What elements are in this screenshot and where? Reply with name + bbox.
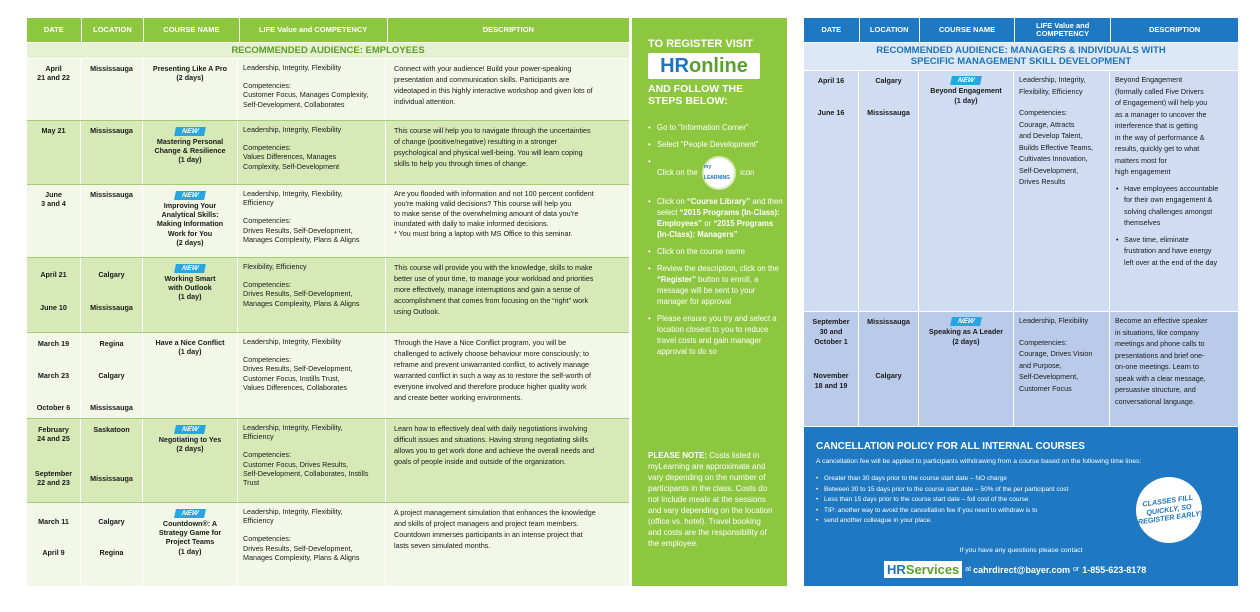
course-cell: [143, 121, 238, 184]
location-cell: [859, 71, 919, 311]
description-cell: [386, 419, 629, 502]
bullet-line: left over at the end of the day: [1124, 257, 1218, 267]
date-cell: [804, 71, 859, 311]
location-cell: [81, 503, 143, 586]
table-row: [27, 333, 629, 419]
course-name: Change & Resilience: [154, 146, 226, 156]
location-cell: [81, 59, 143, 120]
date-text: April 9: [42, 548, 65, 557]
date-text: September: [34, 469, 73, 478]
description-line: Through the Have a Nice Conflict program, you will be: [394, 338, 567, 347]
competencies-text: Self-Development, Collaborates: [243, 99, 345, 109]
life-cell: [1014, 312, 1110, 426]
step-text: and then select: [657, 197, 783, 217]
course-cell: [919, 312, 1014, 426]
date-text: 21 and 22: [37, 73, 70, 82]
date-text: February: [38, 425, 69, 434]
life-cell: [238, 185, 386, 257]
description-line: videotaped in this highly interactive workshop and given lots of: [394, 86, 593, 95]
location-cell: [81, 185, 143, 257]
new-badge: NEW: [950, 317, 982, 326]
life-values: Leadership, Integrity, Flexibility,: [243, 189, 343, 198]
description-line: meetings and phone calls to: [1115, 339, 1205, 348]
description-cell: [386, 121, 629, 184]
location-cell: [81, 333, 143, 418]
header-date: DATE: [27, 18, 82, 42]
date-text: March 19: [37, 339, 70, 348]
date-text: May 21: [41, 126, 66, 135]
course-duration: (1 day): [954, 95, 978, 105]
course-duration: (2 days): [176, 444, 204, 454]
course-name: Making Information: [156, 219, 224, 229]
description-line: Connect with your audience! Build your power-speaking: [394, 64, 572, 73]
date-cell: [27, 185, 81, 257]
competencies-text: Courage, Drives Vision: [1019, 349, 1093, 358]
header-course-name: COURSE NAME: [144, 18, 239, 42]
competencies-text: Manages Complexity, Plans & Aligns: [243, 552, 360, 562]
course-name: Negotiating to Yes: [158, 435, 222, 444]
bullet-line: • Have employees accountable: [1124, 183, 1219, 193]
new-badge: NEW: [174, 509, 206, 518]
course-cell: [143, 185, 238, 257]
table-row: [804, 312, 1238, 426]
audience-managers: [804, 43, 1238, 70]
description-line: challenged to actively choose behaviour more consciously; to: [394, 349, 589, 358]
competencies-text: Customer Focus, Instills Trust,: [243, 373, 340, 383]
competencies-label: Competencies:: [243, 81, 291, 91]
competencies-text: Drives Results, Self-Development,: [243, 364, 353, 374]
note-text: Costs listed in myLearning are approximate and vary depending on the number of participants in the class. Costs do not include meals at the sessions and vary depending on the location (office vs. hotel). Travel booking and costs are the responsibility of the employee.: [648, 451, 773, 548]
course-duration: (2 days): [176, 73, 204, 83]
table-row: [27, 185, 629, 258]
table-row: [27, 503, 629, 586]
header-location: LOCATION: [82, 18, 145, 42]
date-text: April 21: [40, 270, 67, 279]
course-name: with Outlook: [168, 283, 212, 293]
course-cell: [143, 503, 238, 586]
course-cell: [143, 258, 238, 332]
location-text: Saskatoon: [93, 425, 130, 434]
description-line: using Outlook.: [394, 307, 440, 316]
description-line: and skills of project managers and project team members.: [394, 519, 579, 528]
step-text: or: [704, 219, 712, 228]
description-bullet: [1115, 234, 1234, 269]
competencies-label: Competencies:: [1019, 337, 1067, 347]
description-line: on-one meetings. Learn to: [1115, 362, 1199, 371]
life-values: Leadership, Integrity, Flexibility,: [243, 507, 343, 516]
employee-course-table: [27, 18, 629, 586]
life-values: Flexibility, Efficiency: [1019, 86, 1083, 96]
course-name: Mastering Personal: [156, 137, 224, 146]
competencies-label: Competencies:: [243, 216, 291, 226]
course-name: Working Smart: [164, 274, 216, 283]
life-values: Efficiency: [243, 516, 274, 526]
cancellation-item: • Greater than 30 days prior to the course start date – NO charge: [816, 474, 1136, 485]
description-line: allows you to get work done and achieve the overall needs and: [394, 446, 595, 455]
life-values: Leadership, Integrity, Flexibility: [243, 63, 342, 72]
description-line: to make sense of the overwhelming amount of data you're: [394, 209, 579, 218]
competencies-text: Self-Development,: [1019, 372, 1079, 381]
life-values: Efficiency: [243, 432, 274, 442]
location-text: Calgary: [875, 371, 902, 380]
competencies-text: Values Differences, Collaborates: [243, 382, 348, 392]
step-text: Click on the: [657, 168, 698, 178]
location-text: Calgary: [875, 76, 902, 85]
competencies-text: Drives Results: [1019, 177, 1066, 186]
step-text-bold: “2015 Programs (In-Class): Employees”: [657, 208, 780, 228]
table-row: [27, 419, 629, 503]
step-text-bold: “Course Library”: [686, 197, 751, 206]
course-cell: [143, 419, 238, 502]
step-item: • Go to “Information Corner”: [648, 122, 783, 133]
description-line: and create better working environments.: [394, 393, 523, 402]
register-title: TO REGISTER VISIT: [648, 38, 753, 50]
step-item: • Please ensure you try and select a location closest to you to reduce travel costs and gain manager approval to do so: [648, 313, 783, 357]
logo-online-text: online: [689, 54, 748, 77]
step-text: Click on: [657, 197, 685, 206]
date-text: March 23: [37, 371, 70, 380]
cancellation-item: • Less than 15 days prior to the course start date – full cost of the course: [816, 495, 1136, 506]
competencies-text: Drives Results, Self-Development,: [243, 543, 353, 553]
competencies-label: Competencies:: [243, 280, 291, 290]
header-life-value: LIFE Value and COMPETENCY: [1015, 18, 1111, 42]
header-location: LOCATION: [860, 18, 920, 42]
table-row: [27, 59, 629, 121]
date-text: June 10: [40, 303, 67, 312]
course-duration: (1 day): [178, 292, 202, 302]
step-text: icon: [740, 168, 755, 178]
description-line: conversational language.: [1115, 396, 1195, 406]
description-line: results, quickly get to what: [1115, 144, 1200, 153]
course-duration: (2 days): [952, 336, 980, 346]
step-text-bold: “2015 Programs (In-Class): Managers”: [657, 219, 774, 239]
description-line: skills to help you through times of change.: [394, 159, 528, 168]
logo-hr-text: HR: [887, 562, 906, 577]
cancellation-title: CANCELLATION POLICY FOR ALL INTERNAL COURSES: [816, 441, 1085, 452]
date-text: April: [45, 64, 62, 73]
life-values: Leadership, Integrity,: [1019, 75, 1086, 84]
course-cell: [143, 59, 238, 120]
description-line: Learn how to effectively deal with daily negotiations involving: [394, 424, 588, 433]
date-text: October 6: [36, 403, 71, 412]
date-cell: [27, 59, 81, 120]
date-cell: [27, 121, 81, 184]
course-name: Speaking as A Leader: [928, 327, 1004, 336]
competencies-text: Self-Development,: [1019, 165, 1079, 175]
step-item: • Click on the course name: [648, 246, 783, 257]
description-cell: [386, 258, 629, 332]
course-name: Work for You: [167, 228, 213, 238]
location-text: Mississauga: [90, 64, 133, 73]
location-text: Regina: [99, 548, 124, 557]
new-badge: NEW: [950, 76, 982, 85]
step-text: Review the description, click on the: [657, 264, 779, 273]
course-name: Improving Your: [163, 201, 217, 210]
date-text: 22 and 23: [37, 478, 70, 487]
competencies-text: and Purpose,: [1019, 360, 1062, 370]
table-header: [804, 18, 1238, 42]
competencies-label: Competencies:: [243, 534, 291, 544]
date-text: 18 and 19: [814, 381, 848, 390]
competencies-label: Competencies:: [1019, 108, 1067, 117]
contact-line: [884, 561, 1146, 578]
questions-text: If you have any questions please contact: [959, 547, 1083, 554]
contact-phone[interactable]: 1-855-623-8178: [1082, 564, 1147, 575]
life-values: Flexibility, Efficiency: [243, 262, 307, 271]
table-header: [27, 18, 629, 42]
description-line: in situations, like company: [1115, 327, 1199, 337]
life-cell: [238, 121, 386, 184]
registration-steps: [648, 122, 783, 363]
description-cell: [1110, 71, 1238, 311]
hrservices-logo: [884, 561, 962, 578]
description-line: reframe and prevent unwarranted conflict, to actively manage: [394, 360, 589, 369]
bullet-line: themselves: [1124, 218, 1161, 227]
logo-services-text: Services: [905, 562, 960, 577]
step-text-bold: “Register”: [657, 275, 696, 284]
description-line: individual attention.: [394, 97, 456, 106]
location-cell: [859, 312, 919, 426]
course-duration: (2 days): [176, 237, 204, 247]
date-text: 30 and: [819, 327, 843, 336]
description-line: lasts seven simulated months.: [394, 541, 491, 550]
description-line: you're making valid decisions? This course will help you: [394, 199, 572, 208]
life-cell: [238, 333, 386, 418]
competencies-text: Customer Focus: [1019, 383, 1072, 393]
date-cell: [27, 258, 81, 332]
course-name: Strategy Game for: [158, 528, 222, 538]
header-life-value: LIFE Value and COMPETENCY: [240, 18, 388, 42]
competencies-text: Complexity, Self-Development: [243, 161, 340, 171]
description-line: psychological and physical well-being. You will learn coping: [394, 148, 583, 157]
cancellation-item: • TIP: another way to avoid the cancellation fee if you need to withdraw is to: [816, 506, 1136, 517]
competencies-label: Competencies:: [243, 450, 291, 460]
competencies-text: Courage, Attracts: [1019, 119, 1075, 129]
contact-email-link[interactable]: cahrdirect@bayer.com: [973, 564, 1070, 575]
new-badge: NEW: [174, 191, 206, 200]
description-line: better use of your time, to manage your workload and priorities: [394, 274, 594, 283]
competencies-text: Customer Focus, Manages Complexity,: [243, 90, 369, 100]
competencies-text: Customer Focus, Drives Results,: [243, 459, 349, 469]
registration-sidebar: [632, 18, 787, 586]
or-text: or: [1072, 566, 1080, 573]
description-line: more effectively, manage interruptions and gain a sense of: [394, 285, 580, 294]
description-cell: [386, 59, 629, 120]
date-text: 3 and 4: [41, 199, 66, 208]
description-line: persuasive structure, and: [1115, 385, 1196, 394]
description-cell: [386, 333, 629, 418]
date-cell: [27, 333, 81, 418]
description-line: high engagement: [1115, 167, 1171, 176]
cancellation-item-continued: • send another colleague in your place.: [816, 516, 1136, 527]
description-line: Countdown immerses participants in an intense project that: [394, 530, 583, 539]
date-text: 24 and 25: [37, 434, 70, 443]
description-line: difficult issues and situations. Having strong negotiating skills: [394, 435, 589, 444]
description-cell: [386, 503, 629, 586]
competencies-text: Manages Complexity, Plans & Aligns: [243, 234, 360, 244]
bullet-line: for their own engagement &: [1124, 195, 1213, 204]
description-line: interference that is getting: [1115, 121, 1198, 130]
date-cell: [804, 312, 859, 426]
header-course-name: COURSE NAME: [920, 18, 1015, 42]
location-text: Mississauga: [90, 190, 133, 199]
competencies-text: Manages Complexity, Plans & Aligns: [243, 298, 360, 308]
logo-hr-text: HR: [660, 54, 689, 77]
description-line: speak with a clear message,: [1115, 373, 1206, 383]
course-duration: (1 day): [178, 347, 202, 357]
course-name: Countdown®: A: [162, 519, 218, 528]
location-cell: [81, 419, 143, 502]
course-name: Have a Nice Conflict: [155, 338, 225, 347]
description-line: * You must bring a laptop with MS Office to this seminar.: [394, 229, 573, 238]
manager-course-table: [804, 18, 1238, 586]
location-text: Calgary: [98, 371, 125, 380]
date-text: October 1: [814, 337, 848, 346]
description-line: This course will provide you with the knowledge, skills to make: [394, 263, 593, 272]
location-text: Mississauga: [90, 403, 133, 412]
description-line: everyone involved and therefore produce higher quality work: [394, 382, 587, 391]
competencies-text: Cultivates Innovation,: [1019, 154, 1088, 163]
date-text: September: [812, 317, 850, 326]
life-values: Efficiency: [243, 198, 274, 208]
location-text: Calgary: [98, 270, 125, 279]
description-line: as a manager to uncover the: [1115, 109, 1207, 119]
description-line: matters most for: [1115, 155, 1167, 165]
new-badge: NEW: [174, 127, 206, 136]
description-line: inundated with daily to make informed decisions.: [394, 219, 549, 228]
course-duration: (1 day): [178, 546, 202, 556]
life-cell: [238, 503, 386, 586]
location-cell: [81, 121, 143, 184]
location-text: Regina: [99, 339, 124, 348]
step-item: [648, 156, 783, 190]
course-name: Beyond Engagement: [930, 86, 1002, 95]
description-line: accomplishment that comes from focusing on the “right” work: [394, 296, 589, 305]
competencies-text: Self-Development, Collaborates, Instills: [243, 468, 369, 478]
register-early-badge: CLASSES FILL QUICKLY, SO REGISTER EARLY!: [1132, 473, 1207, 548]
note-label: PLEASE NOTE:: [648, 451, 708, 460]
location-text: Mississauga: [867, 317, 910, 326]
description-line: Beyond Engagement: [1115, 75, 1183, 84]
cancellation-intro: A cancellation fee will be applied to participants withdrawing from a course based on the following time lines:: [816, 458, 1142, 465]
life-values: Leadership, Integrity, Flexibility,: [243, 423, 343, 432]
description-line: in the way of performance &: [1115, 132, 1205, 142]
description-line: This course will help you to navigate through the uncertainties: [394, 126, 591, 135]
header-date: DATE: [804, 18, 860, 42]
date-text: June 16: [817, 108, 845, 117]
mylearning-icon: my LEARNING: [702, 156, 736, 190]
step-item: [648, 263, 783, 307]
audience-line: RECOMMENDED AUDIENCE: MANAGERS & INDIVIDUALS WITH: [876, 45, 1166, 56]
date-text: March 11: [38, 517, 69, 526]
location-cell: [81, 258, 143, 332]
header-description: DESCRIPTION: [482, 25, 534, 34]
bullet-line: solving challenges amongst: [1124, 206, 1213, 216]
competencies-text: Values Differences, Manages: [243, 152, 337, 162]
competencies-label: Competencies:: [243, 355, 291, 365]
description-line: Are you flooded with information and not 100 percent confident: [394, 189, 594, 198]
description-line: A project management simulation that enhances the knowledge: [394, 508, 596, 517]
at-text: at: [965, 566, 972, 573]
life-cell: [238, 258, 386, 332]
audience-line: SPECIFIC MANAGEMENT SKILL DEVELOPMENT: [910, 56, 1132, 67]
description-cell: [386, 185, 629, 257]
date-text: June: [45, 190, 62, 199]
bullet-line: • Save time, eliminate: [1124, 234, 1189, 244]
competencies-text: and Develop Talent,: [1019, 131, 1083, 140]
new-badge: NEW: [174, 264, 206, 273]
competencies-label: Competencies:: [243, 143, 291, 153]
course-name: Analytical Skills:: [161, 210, 219, 220]
life-values: Leadership, Integrity, Flexibility: [243, 337, 342, 346]
competencies-text: Builds Effective Teams,: [1019, 142, 1094, 152]
cancellation-item: • Between 30 to 15 days prior to the course start date – 50% of the per participant cost: [816, 485, 1136, 496]
life-cell: [238, 59, 386, 120]
date-text: April 16: [817, 76, 845, 85]
please-note: [648, 450, 776, 549]
description-line: warranted conflict in such a way as to restore the self-worth of: [394, 371, 591, 380]
register-subtitle: AND FOLLOW THE STEPS BELOW:: [648, 83, 744, 107]
description-cell: [1110, 312, 1238, 426]
description-line: goals of people inside and outside of the organization.: [394, 457, 566, 466]
location-text: Mississauga: [90, 303, 133, 312]
cancellation-policy: [804, 427, 1238, 586]
life-cell: [1014, 71, 1110, 311]
step-text: button to enroll, a message will be sent to your manager for approval: [657, 275, 759, 306]
competencies-text: Drives Results, Self-Development,: [243, 289, 353, 299]
cancellation-list: [816, 474, 1136, 527]
step-item: [648, 196, 783, 240]
course-name: Project Teams: [165, 537, 215, 547]
new-badge: NEW: [174, 425, 206, 434]
bullet-line: frustration and have energy: [1124, 246, 1212, 255]
date-cell: [27, 503, 81, 586]
description-line: presentation and communication skills. Participants are: [394, 75, 570, 84]
date-text: November: [813, 371, 849, 380]
location-text: Mississauga: [867, 108, 910, 117]
course-cell: [143, 333, 238, 418]
table-row: [27, 121, 629, 185]
description-line: presentations and brief one-: [1115, 350, 1205, 360]
location-text: Calgary: [98, 517, 125, 526]
header-description: DESCRIPTION: [1148, 25, 1201, 34]
course-duration: (1 day): [178, 155, 202, 165]
competencies-text: Drives Results, Self-Development,: [243, 225, 353, 235]
life-cell: [238, 419, 386, 502]
date-cell: [27, 419, 81, 502]
course-cell: [919, 71, 1014, 311]
description-bullet: [1115, 183, 1234, 229]
course-name: Presenting Like A Pro: [152, 64, 228, 73]
description-line: (formally called Five Drivers: [1115, 86, 1204, 96]
step-item: • Select “People Development”: [648, 139, 783, 150]
location-text: Mississauga: [90, 474, 133, 483]
table-row: [804, 71, 1238, 312]
life-values: Leadership, Integrity, Flexibility: [243, 125, 342, 134]
hronline-logo[interactable]: [648, 53, 760, 79]
description-line: of Engagement) will help you: [1115, 98, 1208, 107]
table-row: [27, 258, 629, 333]
audience-employees: RECOMMENDED AUDIENCE: EMPLOYEES: [27, 43, 629, 58]
description-line: Become an effective speaker: [1115, 316, 1208, 325]
life-values: Leadership, Flexibility: [1019, 316, 1089, 325]
competencies-text: Trust: [243, 478, 260, 488]
location-text: Mississauga: [90, 126, 133, 135]
description-line: of change (positive/negative) resulting in a stronger: [394, 137, 558, 146]
